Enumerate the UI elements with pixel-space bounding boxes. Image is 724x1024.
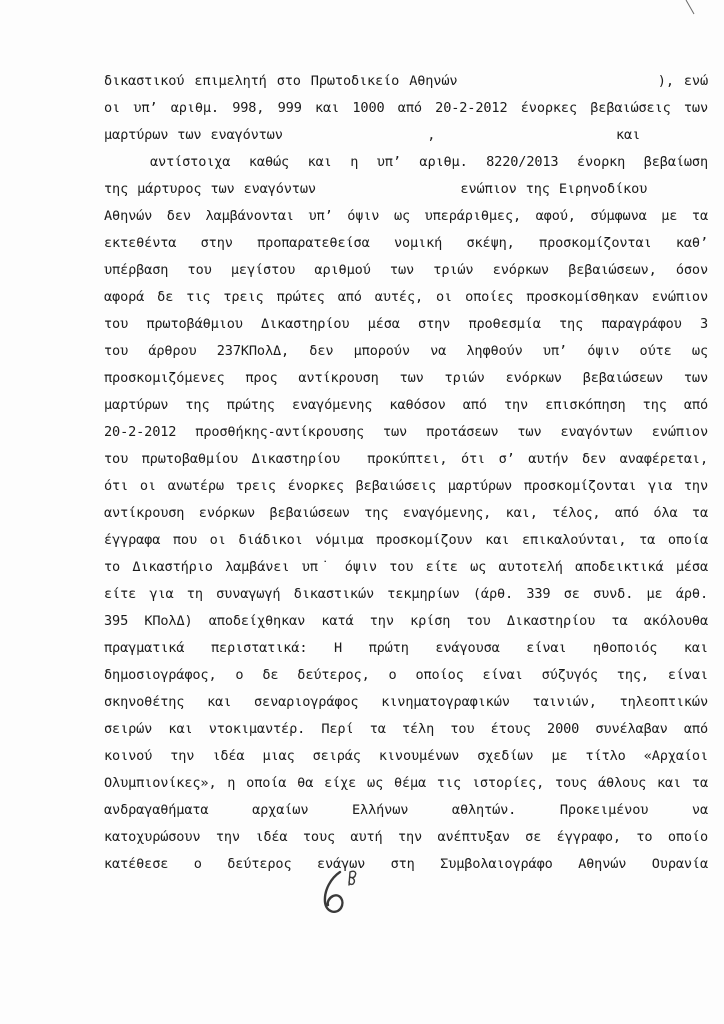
scan-edge-mark <box>684 0 724 20</box>
text-line: μαρτύρων των εναγόντων , και <box>104 127 641 143</box>
text-line: υπέρβαση του μεγίστου αριθμού των τριών ενόρκων βεβαιώσεων, όσον <box>104 262 708 278</box>
text-line: το Δικαστήριο λαμβάνει υπ˙ όψιν του είτε ως αυτοτελή αποδεικτικά μέσα <box>104 559 708 575</box>
handwritten-page-number <box>314 868 366 918</box>
text-line: σειρών και ντοκιμαντέρ. Περί τα τέλη του έτους 2000 συνέλαβαν από <box>104 721 708 737</box>
text-line: είτε για τη συναγωγή δικαστικών τεκμηρίων (άρθ. 339 σε συνδ. με άρθ. <box>104 586 708 602</box>
text-line: 395 ΚΠολΔ) αποδείχθηκαν κατά την κρίση του Δικαστηρίου τα ακόλουθα <box>104 613 708 629</box>
text-line: κοινού την ιδέα μιας σειράς κινουμένων σχεδίων με τίτλο «Αρχαίοι <box>104 748 708 764</box>
text-line: κατοχυρώσουν την ιδέα τους αυτή την ανέπτυξαν σε έγγραφο, το οποίο <box>104 829 708 845</box>
text-line: ανδραγαθήματα αρχαίων Ελλήνων αθλητών. Προκειμένου να <box>104 802 708 818</box>
text-line: της μάρτυρος των εναγόντων ενώπιον της Ειρηνοδίκου <box>104 181 648 197</box>
text-line: σκηνοθέτης και σεναριογράφος κινηματογραφικών ταινιών, τηλεοπτικών <box>104 694 708 710</box>
text-line: αφορά δε τις τρεις πρώτες από αυτές, οι οποίες προσκομίσθηκαν ενώπιον <box>104 289 708 305</box>
text-line: έγγραφα που οι διάδικοι νόμιμα προσκομίζουν και επικαλούνται, τα οποία <box>104 532 708 548</box>
text-line: αντίστοιχα καθώς και η υπ’ αριθμ. 8220/2013 ένορκη βεβαίωση <box>150 154 708 170</box>
text-line: Αθηνών δεν λαμβάνονται υπ’ όψιν ως υπεράριθμες, αφού, σύμφωνα με τα <box>104 208 708 224</box>
text-line: 20-2-2012 προσθήκης-αντίκρουσης των προτάσεων των εναγόντων ενώπιον <box>104 424 708 440</box>
text-line: ότι οι ανωτέρω τρεις ένορκες βεβαιώσεις μαρτύρων προσκομίζονται για την <box>104 478 708 494</box>
text-line: εκτεθέντα στην προπαρατεθείσα νομική σκέψη, προσκομίζονται καθ’ <box>104 235 708 251</box>
text-line: δημοσιογράφος, ο δε δεύτερος, ο οποίος είναι σύζυγός της, είναι <box>104 667 708 683</box>
text-line: προσκομιζόμενες προς αντίκρουση των τριών ενόρκων βεβαιώσεων των <box>104 370 708 386</box>
page-number-glyph <box>314 868 366 918</box>
text-line: αντίκρουση ενόρκων βεβαιώσεων της εναγόμενης, και, τέλος, από όλα τα <box>104 505 708 521</box>
text-line: πραγματικά περιστατικά: Η πρώτη ενάγουσα είναι ηθοποιός και <box>104 640 708 656</box>
text-line: οι υπ’ αριθμ. 998, 999 και 1000 από 20-2-2012 ένορκες βεβαιώσεις των <box>104 100 708 116</box>
text-line: του πρωτοβαθμίου Δικαστηρίου προκύπτει, ότι σ’ αυτήν δεν αναφέρεται, <box>104 451 708 467</box>
text-line: κατέθεσε ο δεύτερος ενάγων στη Συμβολαιογράφο Αθηνών Ουρανία <box>104 856 708 872</box>
text-line: μαρτύρων της πρώτης εναγόμενης καθόσον από την επισκόπηση της από <box>104 397 708 413</box>
text-line: του πρωτοβάθμιου Δικαστηρίου μέσα στην προθεσμία της παραγράφου 3 <box>104 316 708 332</box>
body-text <box>104 68 708 878</box>
text-line: του άρθρου 237ΚΠολΔ, δεν μπορούν να ληφθούν υπ’ όψιν ούτε ως <box>104 343 708 359</box>
text-line: δικαστικού επιμελητή στο Πρωτοδικείο Αθηνών ), ενώ <box>104 73 708 89</box>
text-line: Ολυμπιονίκες», η οποία θα είχε ως θέμα τις ιστορίες, τους άθλους και τα <box>104 775 708 791</box>
